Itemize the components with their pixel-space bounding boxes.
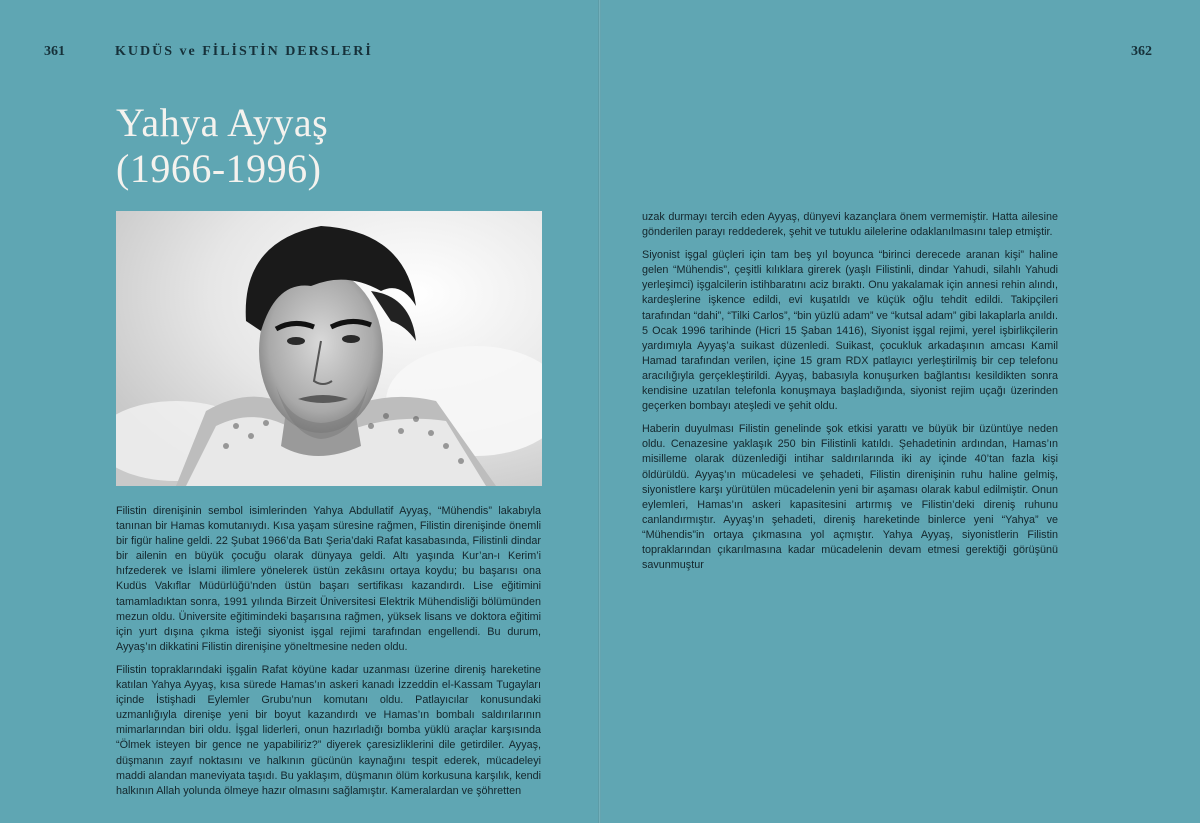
- right-page: [601, 0, 1200, 823]
- left-paragraph-2: Filistin topraklarındaki işgalin Rafat köyüne kadar uzanması üzerine direniş hareketine katılan Yahya Ayyaş, kısa sürede Hamas’ın askeri kanadı İzzeddin el-Kassam Tugayları içinde İstişhadi Eylemler Grubu’nun komutanı oldu. Patlayıcılar konusundaki uzmanlığıyla direnişe yeni bir boyut kazandırdı ve Hamas’ın bombalı saldırılarının mimarlarından biri oldu. İşgal liderleri, onun hazırladığı bomba yüklü araçlar karşısında “Ölmek isteyen bir gence ne yapabiliriz?” diyerek çaresizliklerini dile getirdiler. Ayyaş, düşmanın zayıf noktasını ve halkının gücünün kaynağını tespit ederek, mücadeleyi maddi alandan maneviyata taşıdı. Bu yaklaşım, düşmanın ölüm korkusuna karşılık, kendi halkının Allah yolunda ölmeye hazır olmasını sağlamıştır. Kameralardan ve şöhretten: [116, 663, 541, 797]
- left-paragraph-1: Filistin direnişinin sembol isimlerinden Yahya Abdullatif Ayyaş, “Mühendis” lakabıyla tanınan bir Hamas komutanıydı. Kısa yaşam süresine rağmen, Filistin direnişinde önemli bir figür haline geldi. 22 Şubat 1966’da Batı Şeria’daki Rafat kasabasında, Filistinli dindar bir ailenin en büyük çocuğu olarak dünyaya geldi. Altı yaşında Kur’an-ı Kerim’i hıfzederek ve İslami ilimlere yönelerek üstün zekâsını ortaya koydu; bu başarısı ona Kudüs Vakıflar Müdürlüğü’nden üstün başarı sertifikası kazandırdı. Lise eğitimini tamamladıktan sonra, 1991 yılında Birzeit Üniversitesi Elektrik Mühendisliği bölümünden mezun oldu. Üniversite eğitimindeki başarısına rağmen, yüksek lisans ve doktora eğitimi için yurt dışına çıkma isteği siyonist işgal rejimi tarafından engellendi. Bu durum, Ayyaş’ın dikkatini Filistin direnişine yöneltmesine neden oldu.: [116, 505, 541, 653]
- title-name: Yahya Ayyaş: [116, 100, 329, 145]
- article-title: [116, 100, 536, 192]
- right-paragraph-2: Siyonist işgal güçleri için tam beş yıl boyunca “birinci derecede aranan kişi” haline gelen “Mühendis”, çeşitli kılıklara girerek (yaşlı Filistinli, dindar Yahudi, silahlı Yahudi yerleşimci) işgalcilerin istihbaratını aciz bıraktı. Onu yakalamak için annesi rehin alındı, kardeşlerine işkence edildi, evi kuşatıldı ve küçük oğlu tehdit edildi. Takipçileri tarafından “dahi”, “Tilki Carlos”, “bin yüzlü adam” ve “kutsal adam” gibi lakaplarla anıldı. 5 Ocak 1996 tarihinde (Hicri 15 Şaban 1416), Siyonist işgal rejimi, yerel işbirlikçilerin yardımıyla Ayyaş’a suikast düzenledi. Suikast, çocukluk arkadaşının amcası Kamil Hamad tarafından verilen, içine 15 gram RDX patlayıcı yerleştirilmiş bir cep telefonu aracılığıyla gerçekleştirildi. Ayyaş, babasıyla konuşurken bağlantısı kesildikten sonra kendisine uzatılan telefonla konuşmaya başladığında, siyonist rejim uçağı üzerinden geçerken bombayı ateşledi ve şehit oldu.: [642, 249, 1058, 413]
- right-paragraph-3: Haberin duyulması Filistin genelinde şok etkisi yarattı ve büyük bir üzüntüye neden oldu. Cenazesine yaklaşık 250 bin Filistinli katıldı. Şehadetinin ardından, Hamas’ın misilleme olarak düzenlediği intihar saldırılarında iki ay içinde 40’tan fazla kişi öldürüldü. Ayyaş’ın mücadelesi ve şehadeti, Filistin direnişinin ruhu haline gelmiş, siyonistlere karşı yürütülen mücadelenin yeni bir aşaması olarak kabul edilmiştir. Onun eylemleri, Hamas’ın askeri kapasitesini artırmış ve Filistin’deki direniş ruhunu canlandırmıştır. Ayyaş’ın şehadeti, direniş hareketinde binlerce yeni “Yahya” ve “Mühendis”in ortaya çıkmasına yol açmıştır. Yahya Ayyaş, siyonistlerin Filistin topraklarından çıkarılmasına kadar mücadelenin devam etmesi gerektiği görüşünü savunmuştur: [642, 423, 1058, 572]
- right-paragraph-1: uzak durmayı tercih eden Ayyaş, dünyevi kazançlara önem vermemiştir. Hatta ailesine gönderilen parayı reddederek, şehit ve tutuklu ailelerine odaklanılmasını talep etmiştir.: [642, 211, 1058, 239]
- title-years: (1966-1996): [116, 146, 322, 191]
- left-column-text: [116, 504, 541, 807]
- right-column-text: [642, 210, 1058, 581]
- running-head: KUDÜS ve FİLİSTİN DERSLERİ: [115, 44, 373, 59]
- portrait-photo: [116, 211, 542, 486]
- left-page-number: 361: [44, 44, 65, 59]
- portrait-illustration: [116, 211, 542, 486]
- right-page-number: 362: [1131, 44, 1152, 59]
